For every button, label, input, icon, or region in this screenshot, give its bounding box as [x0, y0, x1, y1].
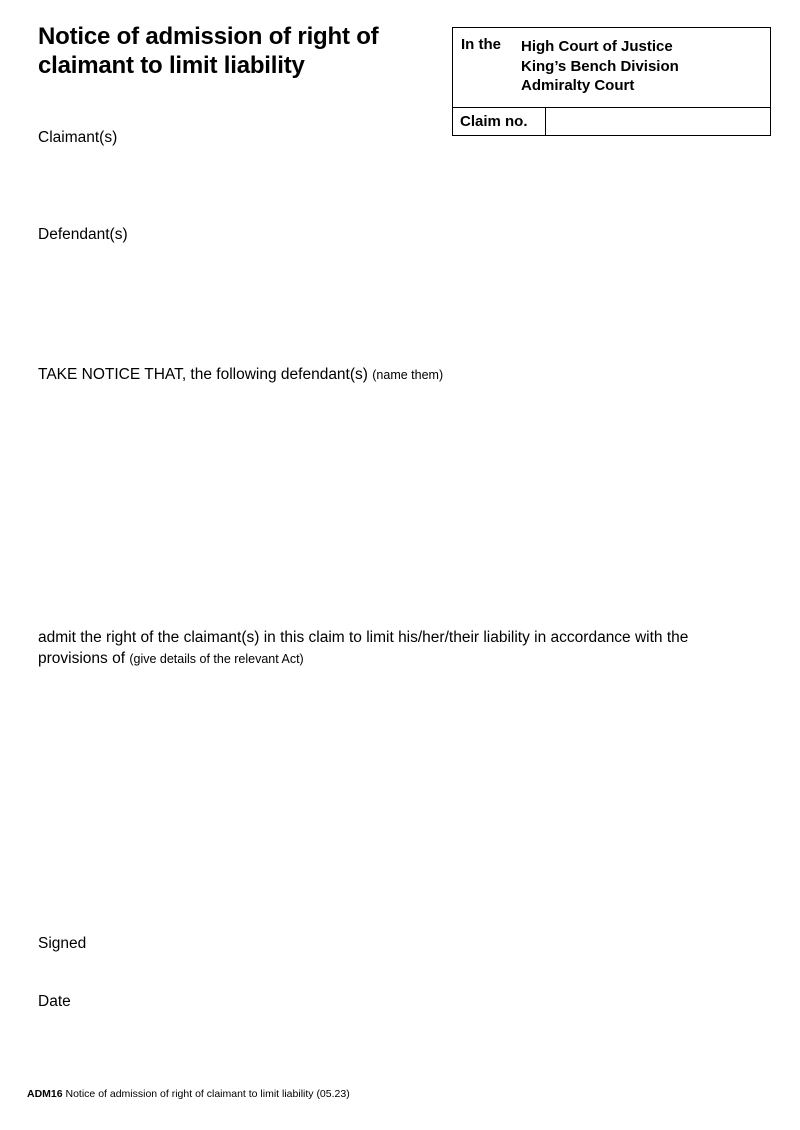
take-notice-text: TAKE NOTICE THAT, the following defendant(s)	[38, 366, 373, 383]
admission-hint: (give details of the relevant Act)	[129, 652, 304, 666]
take-notice-statement	[38, 364, 758, 386]
claim-number-field[interactable]	[545, 108, 770, 135]
form-footer	[27, 1088, 350, 1100]
court-name	[521, 37, 679, 96]
court-line-3: Admiralty Court	[521, 77, 635, 94]
admission-text: admit the right of the claimant(s) in this claim to limit his/her/their liability in accordance with the provisions of	[38, 629, 689, 667]
signed-label: Signed	[38, 935, 87, 952]
court-box	[452, 27, 771, 136]
date-label: Date	[38, 993, 71, 1010]
court-line-1: High Court of Justice	[521, 38, 673, 55]
in-the-label: In the	[461, 36, 501, 53]
take-notice-hint: (name them)	[372, 368, 444, 382]
claimants-label: Claimant(s)	[38, 129, 118, 146]
claim-number-row	[453, 108, 770, 135]
form-title: Notice of admission of right of claimant to limit liability	[38, 23, 379, 79]
form-code: ADM16	[27, 1088, 63, 1100]
footer-text: Notice of admission of right of claimant to limit liability (05.23)	[62, 1088, 350, 1100]
admission-statement	[38, 627, 758, 670]
claim-number-label: Claim no.	[460, 113, 528, 130]
court-line-2: King’s Bench Division	[521, 57, 679, 75]
court-name-section	[453, 28, 770, 108]
defendants-label: Defendant(s)	[38, 226, 128, 243]
